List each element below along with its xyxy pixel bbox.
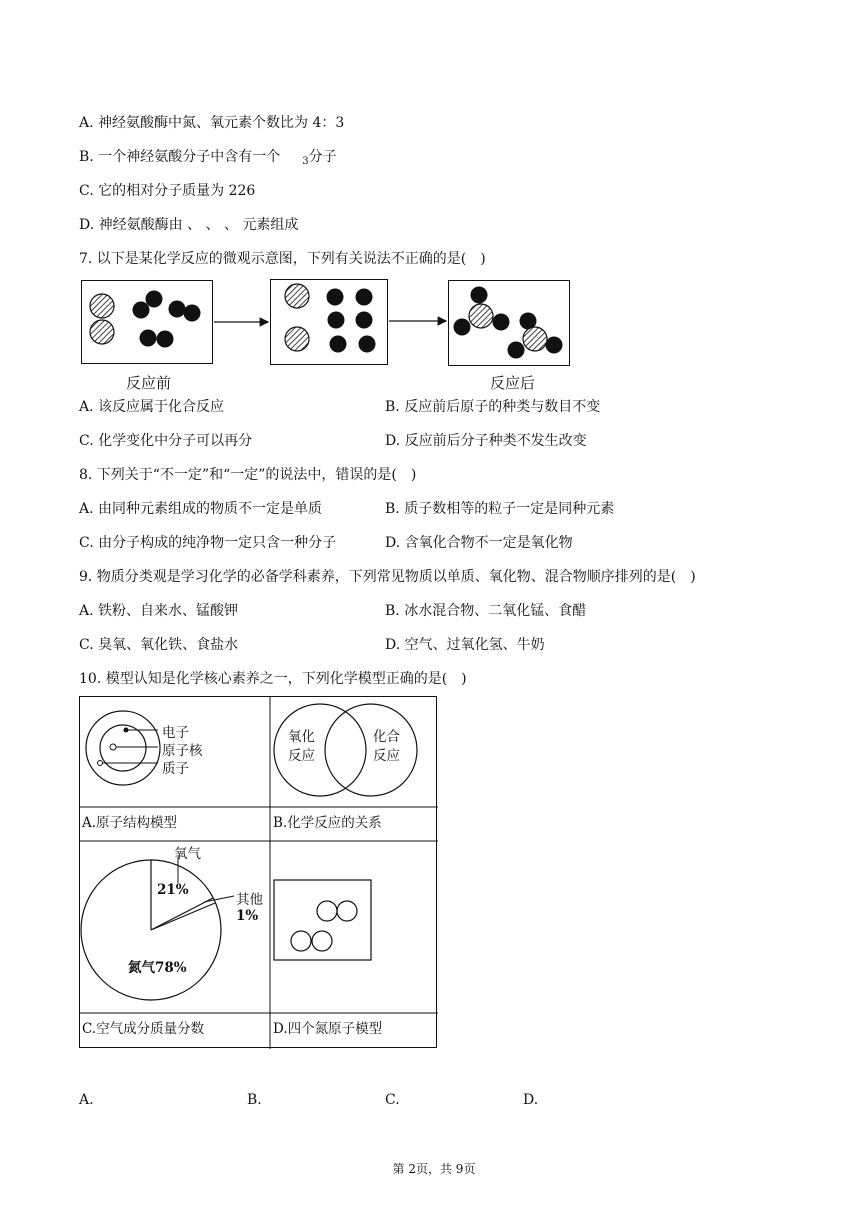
venn-left-line2: 反应 — [288, 748, 315, 764]
q8-option-d: D. 含氧化合物不一定是氧化物 — [385, 535, 573, 551]
q9-option-a: A. 铁粉、自来水、锰酸钾 — [79, 603, 239, 619]
after-molecules — [454, 287, 563, 359]
atom-label-nucleus: 原子核 — [162, 743, 203, 759]
pie-label-nitrogen: 氮气78% — [128, 960, 187, 976]
atom-label-proton: 质子 — [162, 761, 189, 777]
pie-label-oxygen: 氧气 — [174, 846, 201, 862]
air-pie-chart — [81, 857, 234, 1000]
cell-d-caption: D.四个氮原子模型 — [273, 1021, 383, 1037]
cell-c-caption: C.空气成分质量分数 — [82, 1021, 205, 1037]
label-before: 反应前 — [126, 374, 172, 392]
q6-option-a: A. 神经氨酸酶中氮、氧元素个数比为 4：3 — [79, 115, 345, 131]
q8-option-c: C. 由分子构成的纯净物一定只含一种分子 — [79, 535, 337, 551]
middle-atoms — [285, 284, 376, 353]
page-footer: 第 2页，共 9页 — [392, 1162, 476, 1176]
q9-option-d: D. 空气、过氧化氢、牛奶 — [385, 637, 545, 653]
q9-option-c: C. 臭氧、氧化铁、食盐水 — [79, 637, 239, 653]
atom-label-electron: 电子 — [162, 725, 189, 741]
q6-option-d: D. 神经氨酸酶由 、 、 、 元素组成 — [79, 217, 299, 233]
venn-right-line1: 化合 — [373, 729, 400, 745]
q10-answer-a: A. — [79, 1092, 94, 1108]
q9-stem: 9. 物质分类观是学习化学的必备学科素养，下列常见物质以单质、氧化物、混合物顺序排列的是( ) — [79, 569, 696, 585]
q6-option-b-pre: B. 一个神经氨酸分子中含有一个 — [79, 149, 281, 165]
atom-model — [86, 711, 160, 785]
q8-option-a: A. 由同种元素组成的物质不一定是单质 — [79, 501, 323, 517]
model-grid — [79, 696, 437, 1048]
venn-left-line1: 氧化 — [288, 729, 315, 745]
before-molecules — [90, 291, 201, 348]
q10-stem: 10. 模型认知是化学核心素养之一，下列化学模型正确的是( ) — [79, 671, 467, 687]
q6-option-b-sub: 3 — [302, 156, 309, 167]
pie-label-other-pct: 1% — [236, 908, 259, 924]
q7-option-a: A. 该反应属于化合反应 — [79, 399, 225, 415]
cell-a-caption: A.原子结构模型 — [82, 815, 178, 831]
pie-label-oxygen-pct: 21% — [157, 882, 189, 898]
q9-option-b: B. 冰水混合物、二氧化锰、食醋 — [385, 603, 587, 619]
label-after: 反应后 — [490, 374, 536, 392]
q6-option-c: C. 它的相对分子质量为 226 — [79, 183, 256, 199]
pie-label-other: 其他 — [236, 892, 263, 908]
q7-stem: 7. 以下是某化学反应的微观示意图，下列有关说法不正确的是( ) — [79, 251, 486, 267]
q10-answer-c: C. — [385, 1092, 400, 1108]
cell-b-caption: B.化学反应的关系 — [273, 815, 382, 831]
q7-option-c: C. 化学变化中分子可以再分 — [79, 433, 253, 449]
q10-answer-d: D. — [523, 1092, 539, 1108]
q7-option-b: B. 反应前后原子的种类与数目不变 — [385, 399, 601, 415]
q8-stem: 8. 下列关于“不一定”和“一定”的说法中，错误的是( ) — [79, 467, 417, 483]
q8-option-b: B. 质子数相等的粒子一定是同种元素 — [385, 501, 615, 517]
q6-option-b-post: 分子 — [308, 149, 337, 165]
venn-right-line2: 反应 — [373, 748, 400, 764]
q7-option-d: D. 反应前后分子种类不发生改变 — [385, 433, 587, 449]
q10-answer-b: B. — [247, 1092, 262, 1108]
nitrogen-model — [274, 880, 371, 960]
